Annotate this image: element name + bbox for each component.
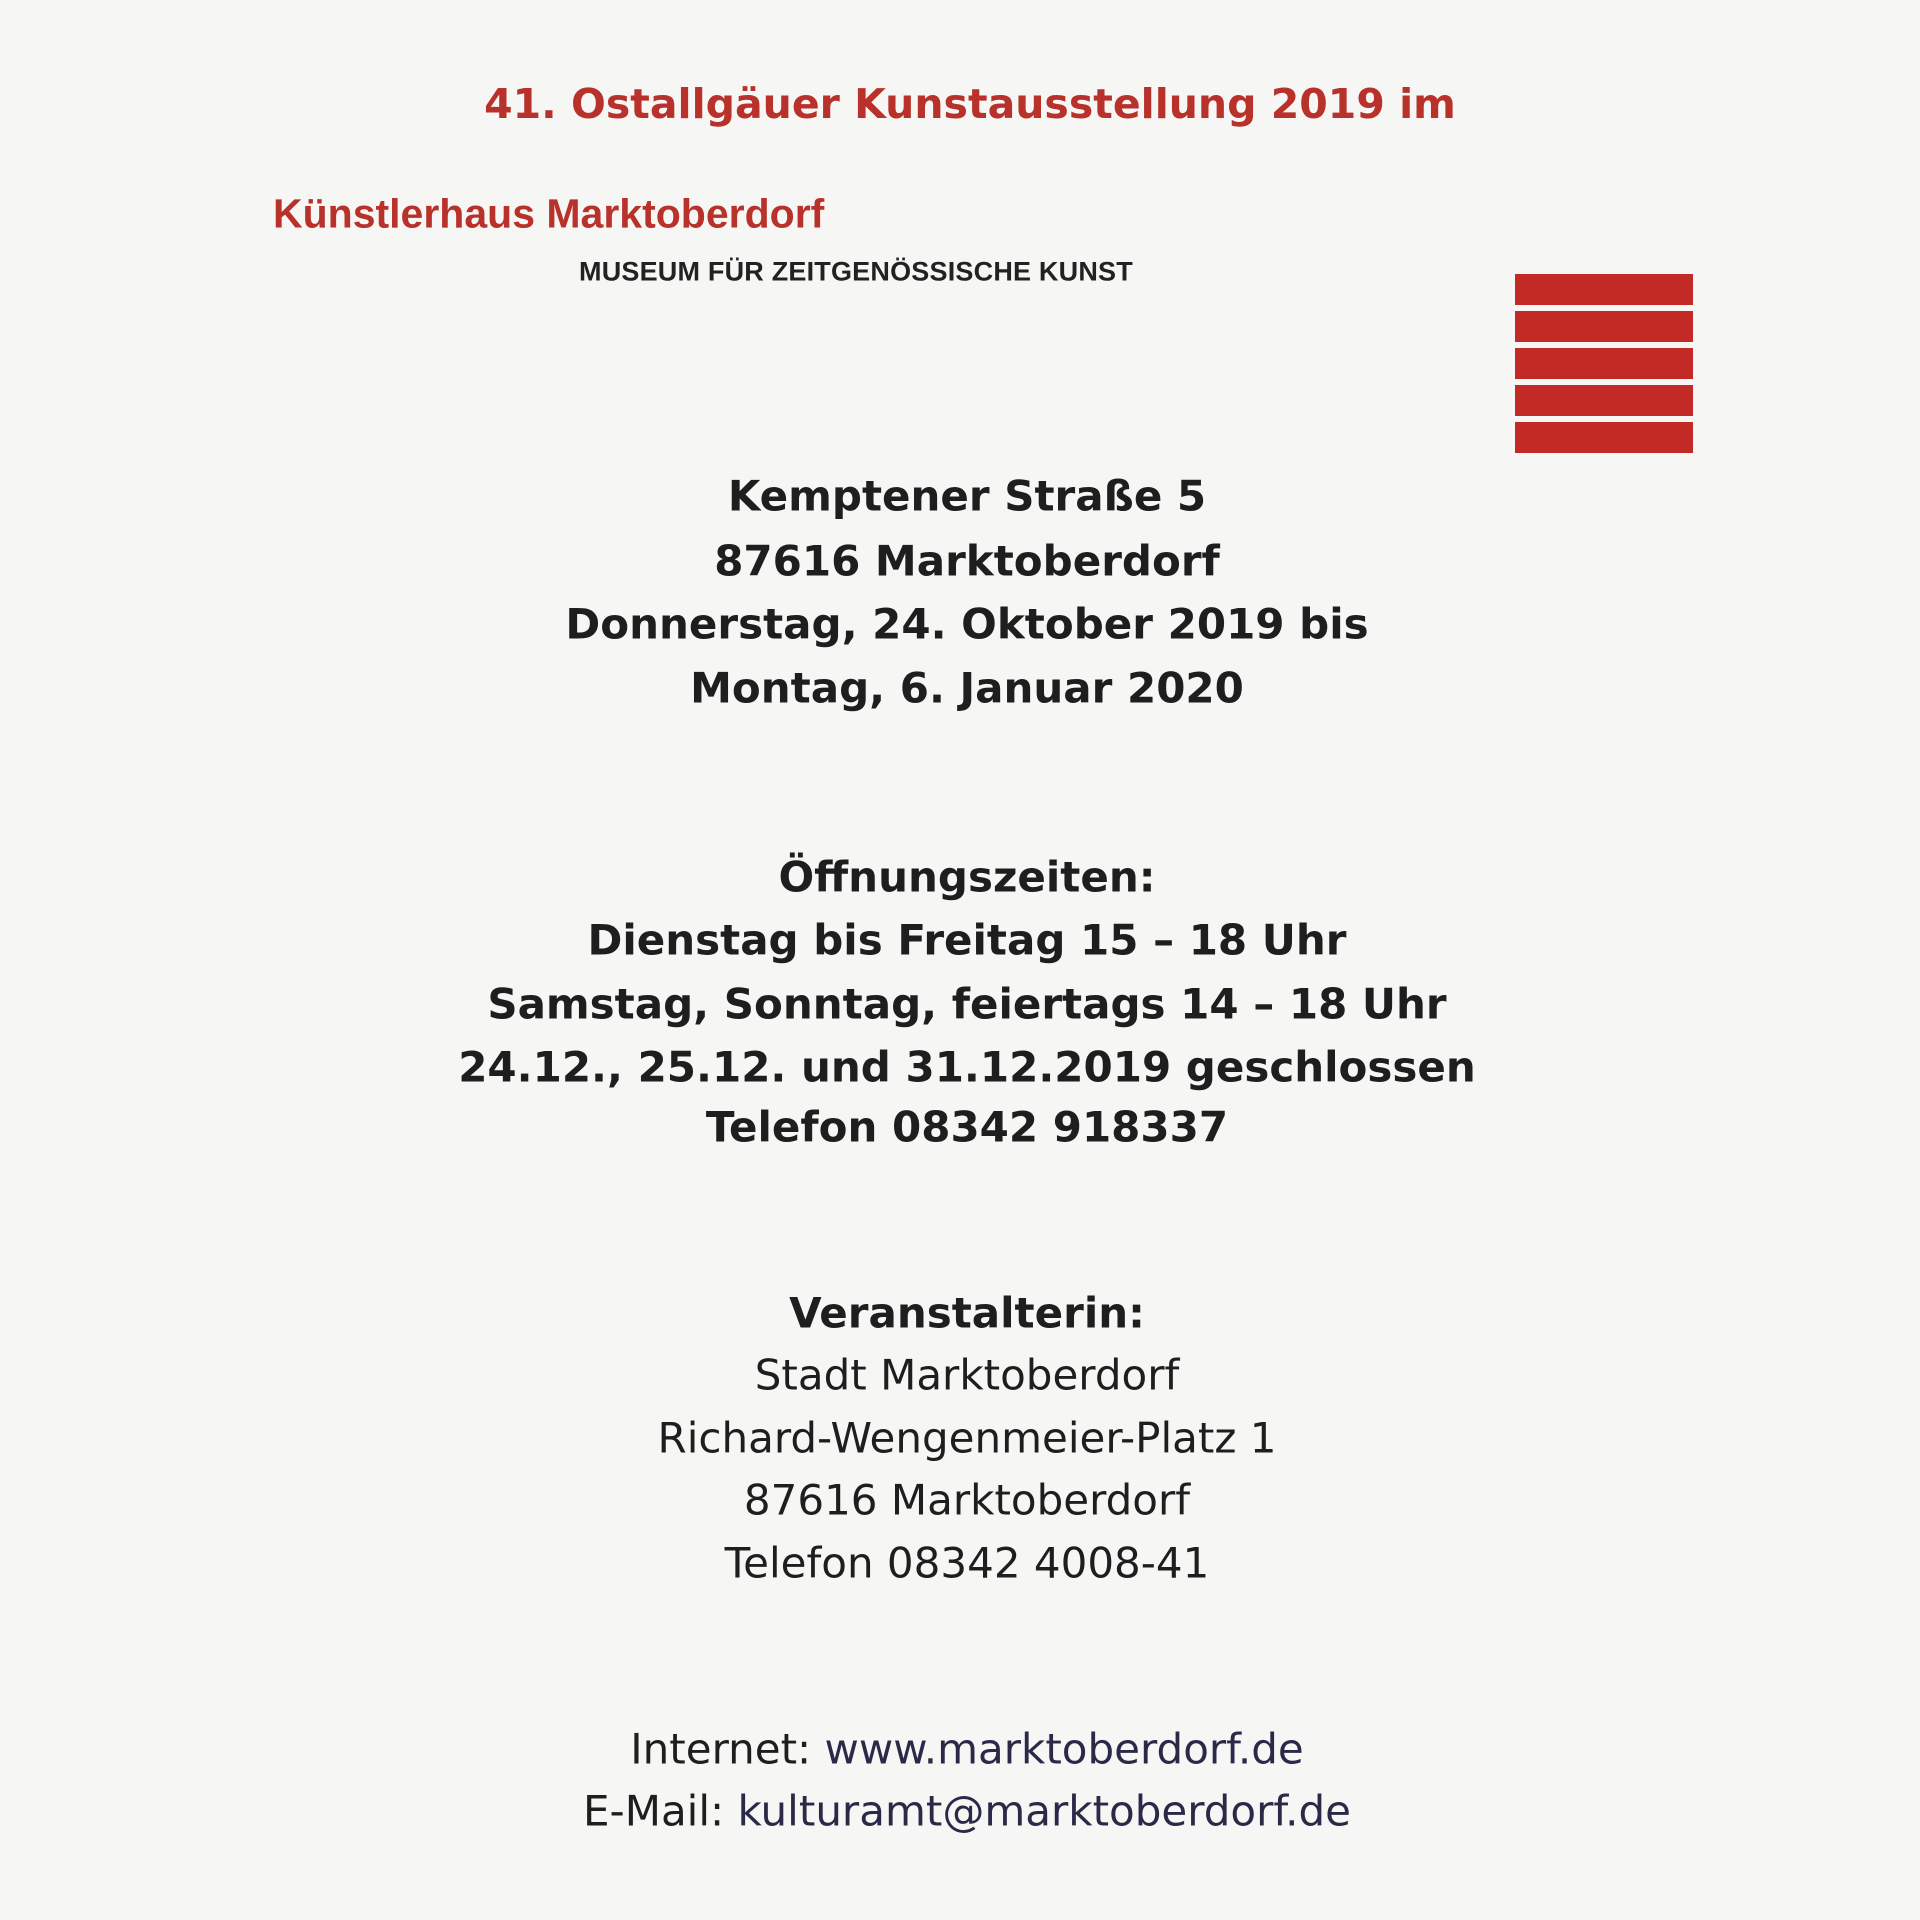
date-end: Montag, 6. Januar 2020	[690, 663, 1244, 713]
organizer-city: 87616 Marktoberdorf	[743, 1475, 1191, 1525]
exhibition-title: 41. Ostallgäuer Kunstausstellung 2019 im	[484, 80, 1456, 128]
internet-label: Internet:	[630, 1724, 812, 1774]
address-city: 87616 Marktoberdorf	[714, 536, 1220, 586]
hours-weekend: Samstag, Sonntag, feiertags 14 – 18 Uhr	[487, 979, 1447, 1029]
organizer-heading: Veranstalterin:	[789, 1288, 1145, 1338]
date-start: Donnerstag, 24. Oktober 2019 bis	[565, 599, 1369, 649]
internet-line	[0, 1725, 1920, 1774]
venue-name: Künstlerhaus Marktoberdorf	[273, 190, 825, 237]
website-link[interactable]: www.marktoberdorf.de	[824, 1724, 1304, 1774]
hours-phone: Telefon 08342 918337	[705, 1102, 1229, 1152]
address-street: Kemptener Straße 5	[727, 471, 1207, 521]
email-label: E-Mail:	[583, 1786, 725, 1836]
organizer-name: Stadt Marktoberdorf	[754, 1350, 1180, 1400]
email-line	[0, 1787, 1920, 1836]
email-link[interactable]: kulturamt@marktoberdorf.de	[737, 1786, 1351, 1836]
hours-heading: Öffnungszeiten:	[778, 852, 1156, 902]
hours-closed: 24.12., 25.12. und 31.12.2019 geschlossen	[458, 1042, 1476, 1092]
venue-subtitle: MUSEUM FÜR ZEITGENÖSSISCHE KUNST	[579, 256, 1133, 287]
hours-weekdays: Dienstag bis Freitag 15 – 18 Uhr	[587, 915, 1347, 965]
kuenstlerhaus-logo-icon	[1515, 274, 1693, 459]
organizer-street: Richard-Wengenmeier-Platz 1	[657, 1413, 1277, 1463]
organizer-phone: Telefon 08342 4008-41	[724, 1538, 1210, 1588]
